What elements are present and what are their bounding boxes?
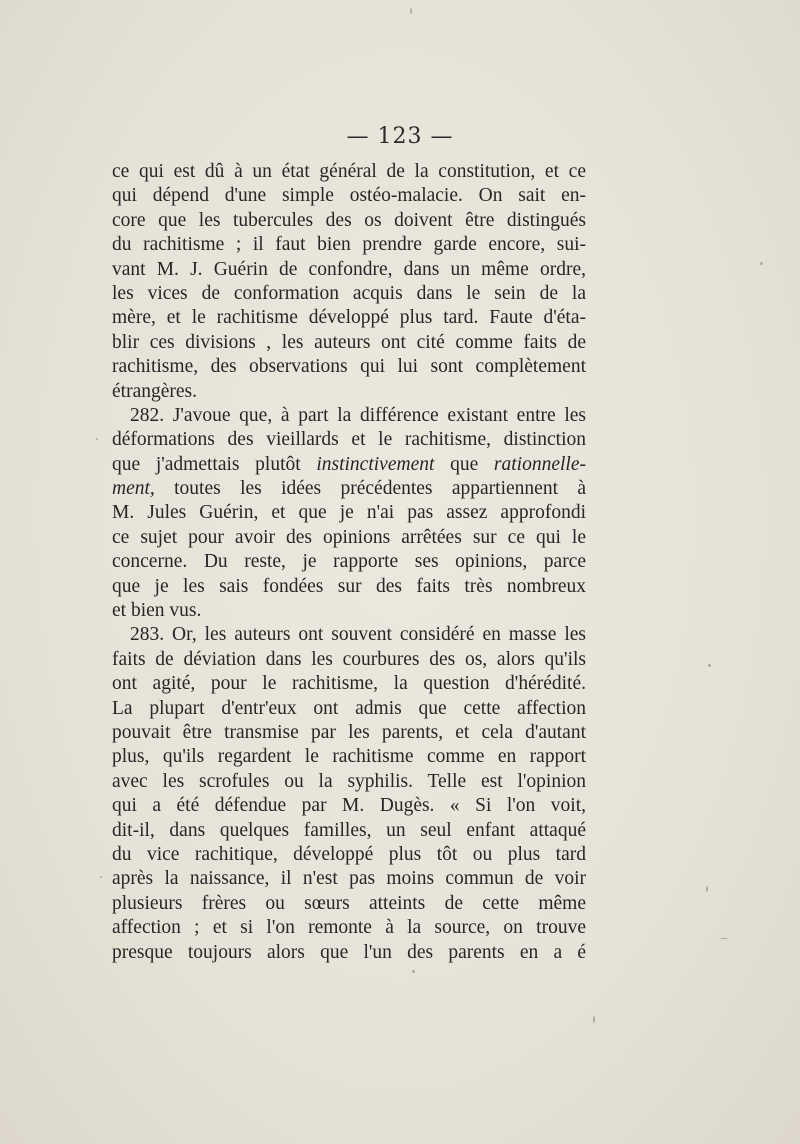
text-line: pouvait être transmise par les parents, et cela d'autant [112, 721, 586, 743]
paper-speck [720, 938, 728, 939]
text-line: core que les tubercules des os doivent être distingués [112, 209, 586, 231]
paragraph-282-start: 282. J'avoue que, à part la différence existant entre les [130, 404, 586, 426]
paper-speck [412, 970, 415, 973]
text-line: après la naissance, il n'est pas moins commun de voir [112, 868, 586, 890]
paper-speck [708, 664, 711, 667]
text-line: blir ces divisions , les auteurs ont cité comme faits de [112, 331, 586, 353]
text-line: plus, qu'ils regardent le rachitisme comme en rapport [112, 746, 586, 768]
paper-speck [96, 438, 98, 440]
text-line: ont agité, pour le rachitisme, la question d'hérédité. [112, 673, 586, 695]
text-line: mère, et le rachitisme développé plus tard. Faute d'éta- [112, 307, 586, 329]
text-line: rachitisme, des observations qui lui sont complètement [112, 356, 586, 378]
text-line: du vice rachitique, développé plus tôt ou plus tard [112, 843, 586, 865]
text-line: que j'admettais plutôt instinctivement que rationnelle- [112, 453, 586, 475]
text-line: ce sujet pour avoir des opinions arrêtées sur ce qui le [112, 526, 586, 548]
paper-speck [706, 886, 708, 892]
text-line: étrangères. [112, 380, 197, 402]
text-line: ce qui est dû à un état général de la constitution, et ce [112, 161, 586, 182]
body-text [112, 160, 586, 965]
text-line: déformations des vieillards et le rachitisme, distinction [112, 429, 586, 451]
text-line: avec les scrofules ou la syphilis. Telle est l'opinion [112, 770, 586, 792]
paper-speck [760, 262, 763, 265]
text-line: qui dépend d'une simple ostéo-malacie. On sait en- [112, 185, 586, 207]
text-line: et bien vus. [112, 600, 202, 622]
text-line: du rachitisme ; il faut bien prendre garde encore, sui- [112, 234, 586, 256]
text-line: dit-il, dans quelques familles, un seul enfant attaqué [112, 819, 586, 841]
text-line: les vices de conformation acquis dans le sein de la [112, 282, 586, 304]
text-line: M. Jules Guérin, et que je n'ai pas assez approfondi [112, 502, 586, 524]
text-line: La plupart d'entr'eux ont admis que cette affection [112, 697, 586, 719]
paper-speck [593, 1016, 595, 1023]
text-line: faits de déviation dans les courbures des os, alors qu'ils [112, 648, 586, 670]
text-line: vant M. J. Guérin de confondre, dans un même ordre, [112, 258, 586, 280]
text-line: presque toujours alors que l'un des parents en a é [112, 941, 586, 963]
text-line: qui a été défendue par M. Dugès. « Si l'on voit, [112, 795, 586, 817]
text-line: ment, toutes les idées précédentes appartiennent à [112, 478, 586, 500]
text-line: concerne. Du reste, je rapporte ses opinions, parce [112, 551, 586, 573]
page-number-header: — 123 — [346, 124, 454, 149]
text-line: plusieurs frères ou sœurs atteints de cette même [112, 892, 586, 914]
paper-speck [100, 876, 102, 878]
paragraph-283-start: 283. Or, les auteurs ont souvent considéré en masse les [130, 624, 586, 646]
paper-speck [410, 8, 412, 14]
text-line: que je les sais fondées sur des faits très nombreux [112, 575, 586, 597]
text-line: affection ; et si l'on remonte à la source, on trouve [112, 917, 586, 939]
